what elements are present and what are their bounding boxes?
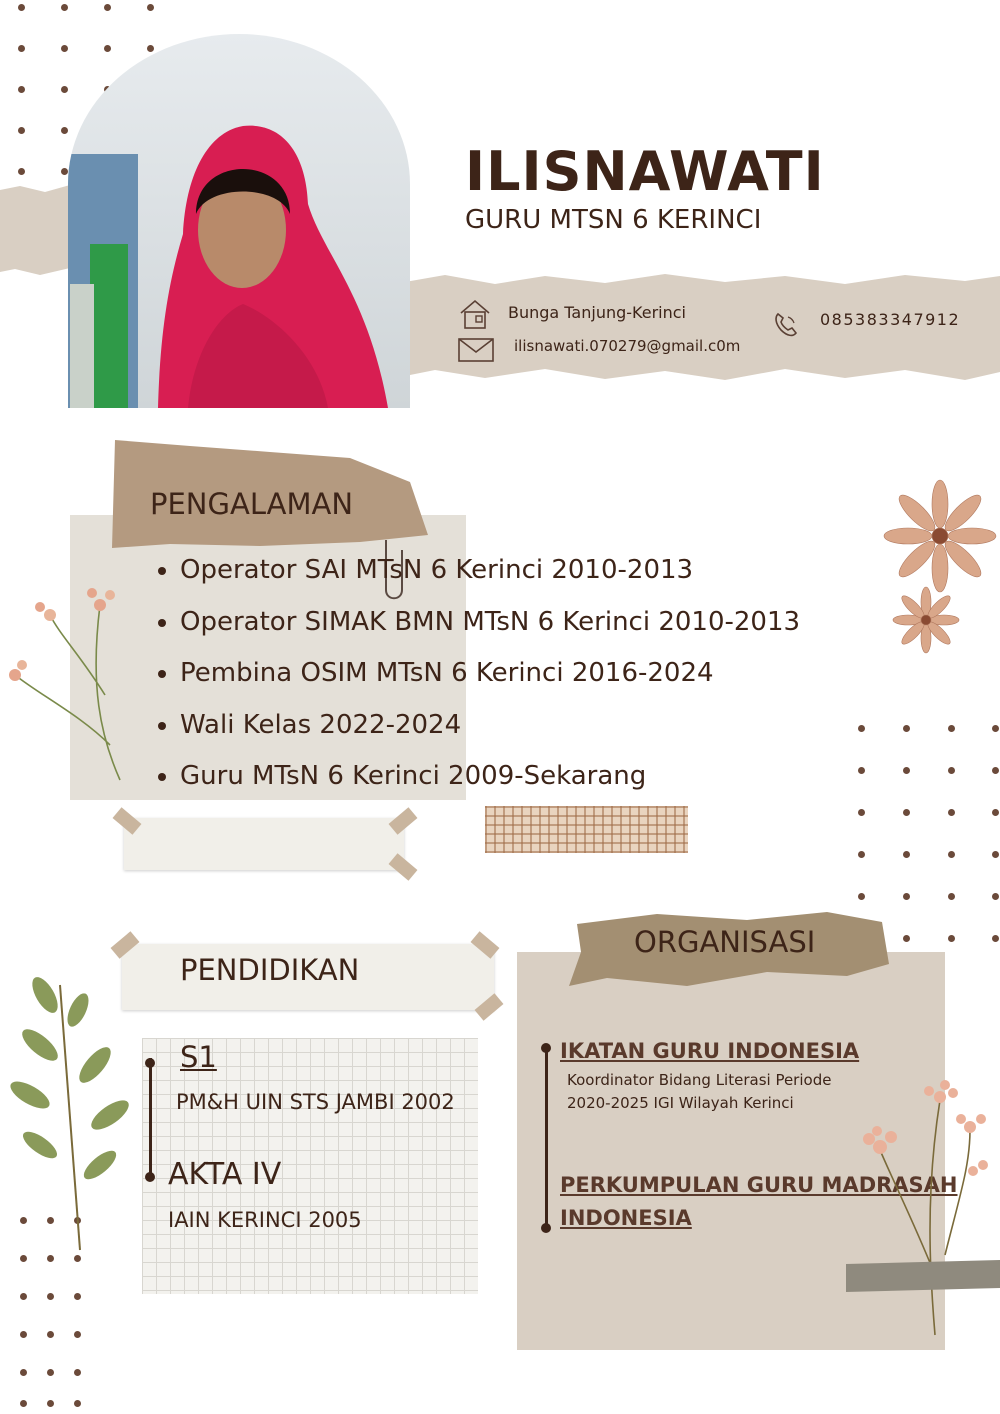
address-text: Bunga Tanjung-Kerinci <box>508 303 686 322</box>
experience-item: • Operator SIMAK BMN MTsN 6 Kerinci 2010-2013 <box>180 597 800 649</box>
profile-photo <box>68 34 410 408</box>
experience-list <box>150 545 800 803</box>
education-heading: PENDIDIKAN <box>180 953 360 987</box>
organization-name: PERKUMPULAN GURU MADRASAH <box>560 1173 958 1197</box>
tape-strip-dark <box>846 1260 1000 1294</box>
phone-text[interactable]: 085383347912 <box>820 310 961 329</box>
organization-name: INDONESIA <box>560 1206 692 1230</box>
plaid-tape <box>485 806 688 853</box>
leaf-branch-decoration <box>0 965 140 1255</box>
wildflower-decoration <box>845 1075 1000 1340</box>
person-name: ILISNAWATI <box>465 140 825 203</box>
organization-detail: 2020-2025 IGI Wilayah Kerinci <box>567 1094 794 1112</box>
education-school: IAIN KERINCI 2005 <box>168 1208 362 1232</box>
education-degree: S1 <box>180 1040 217 1074</box>
tape-strip <box>124 818 404 870</box>
experience-item: • Pembina OSIM MTsN 6 Kerinci 2016-2024 <box>180 648 800 700</box>
experience-item: • Operator SAI MTsN 6 Kerinci 2010-2013 <box>180 545 800 597</box>
job-title: GURU MTSN 6 KERINCI <box>465 205 762 235</box>
timeline-dot <box>541 1223 551 1233</box>
email-text[interactable]: ilisnawati.070279@gmail.c0m <box>514 337 741 355</box>
education-school: PM&H UIN STS JAMBI 2002 <box>176 1090 455 1114</box>
tape-corner <box>389 853 418 880</box>
education-timeline-line <box>149 1058 152 1178</box>
experience-item: • Wali Kelas 2022-2024 <box>180 700 800 752</box>
dried-flower-decoration <box>0 545 140 785</box>
phone-icon <box>772 311 800 339</box>
timeline-dot <box>145 1172 155 1182</box>
daisy-flower-decoration <box>880 478 1000 658</box>
organization-heading: ORGANISASI <box>634 925 816 959</box>
organization-name: IKATAN GURU INDONESIA <box>560 1039 860 1063</box>
education-degree: AKTA IV <box>168 1157 282 1192</box>
experience-item: • Guru MTsN 6 Kerinci 2009-Sekarang <box>180 751 800 803</box>
home-icon <box>458 298 492 330</box>
envelope-icon <box>458 338 494 362</box>
experience-heading: PENGALAMAN <box>150 487 354 521</box>
timeline-dot <box>145 1058 155 1068</box>
timeline-dot <box>541 1043 551 1053</box>
organization-timeline-line <box>545 1046 548 1226</box>
organization-detail: Koordinator Bidang Literasi Periode <box>567 1071 832 1089</box>
